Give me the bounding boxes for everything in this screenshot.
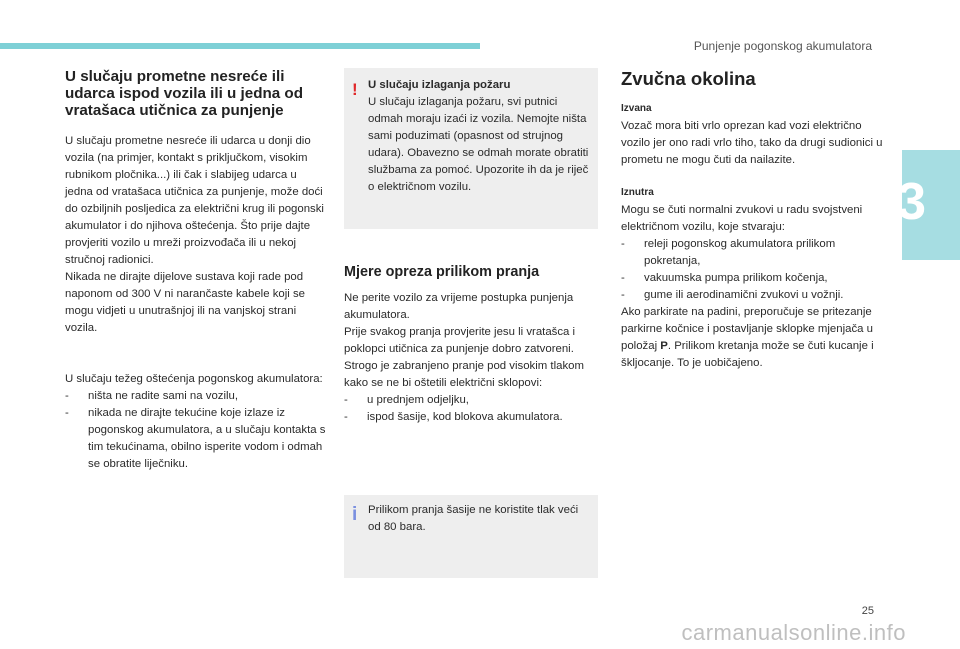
page-header-title: Punjenje pogonskog akumulatora: [693, 39, 872, 53]
gear-position-p: P: [660, 340, 668, 352]
damage-paragraph: U slučaju težeg oštećenja pogonskog akumulatora:: [65, 373, 323, 385]
accident-heading: U slučaju prometne nesreće ili udarca ispod vozila ili u jedna od vratašaca utičnica za punjenje: [65, 68, 303, 119]
washing-paragraph: Ne perite vozilo za vrijeme postupka punjenja akumulatora. Prije svakog pranja provjerite jesu li vratašca i poklopci utičnica za punjenje dobro zatvoreni. Strogo je zabranjeno pranje pod visokim tlakom kako se ne bi oštetili električni sklopovi:: [344, 292, 584, 389]
header-accent-bar: [0, 43, 480, 49]
warning-icon: !: [352, 80, 358, 99]
pressure-info-box: [344, 495, 598, 578]
list-item: - nikada ne dirajte tekućine koje izlaze iz pogonskog akumulatora, a u slučaju kontakta s tim tekućinama, obilno isperite vodom i odmah se obratite liječniku.: [65, 405, 327, 473]
parking-paragraph: [621, 304, 883, 372]
washing-list: [344, 392, 600, 426]
chapter-number: 3: [897, 173, 926, 231]
fire-warning-title: U slučaju izlaganja požaru: [368, 79, 511, 91]
list-item: - releji pogonskog akumulatora prilikom pokretanja,: [621, 236, 883, 270]
sound-heading: Zvučna okolina: [621, 68, 756, 89]
pressure-info-body: Prilikom pranja šasije ne koristite tlak veći od 80 bara.: [368, 504, 579, 533]
inside-subheading: Iznutra: [621, 187, 654, 198]
list-item: - gume ili aerodinamični zvukovi u vožnji.: [621, 287, 883, 304]
washing-heading: Mjere opreza prilikom pranja: [344, 264, 540, 280]
list-item: - ispod šasije, kod blokova akumulatora.: [344, 409, 600, 426]
sound-list: [621, 236, 883, 304]
parking-text-before: Ako parkirate na padini, preporučuje se pritezanje parkirne kočnice i postavljanje sklopke mjenjača u položaj: [621, 306, 873, 352]
middle-column: [344, 68, 600, 533]
right-column: [621, 68, 883, 372]
list-item: - ništa ne radite sami na vozilu,: [65, 388, 327, 405]
inside-paragraph: Mogu se čuti normalni zvukovi u radu svojstveni električnom vozilu, koje stvaraju:: [621, 204, 863, 233]
list-item: - vakuumska pumpa prilikom kočenja,: [621, 270, 883, 287]
accident-paragraph: U slučaju prometne nesreće ili udarca u donji dio vozila (na primjer, kontakt s priključkom, visokim rubnikom pločnika...) ili čak i slabijeg udarca u jedna od vratašaca utičnica za punjenje, može doći do ozbiljnih posljedica za električni krug ili pogonski akumulator i do njihova oštećenja. Što prije dajte provjeriti vozilo u mreži proizvođača ili u nekoj stručnoj radionici. Nikada ne dirajte dijelove sustava koji rade pod naponom od 300 V ni narančaste kabele koji se mogu vidjeti u unutrašnjoj ili na vanjskoj strani vozila.: [65, 135, 324, 334]
left-column: [65, 68, 327, 473]
list-item: - u prednjem odjeljku,: [344, 392, 600, 409]
damage-list: [65, 388, 327, 473]
outside-paragraph: Vozač mora biti vrlo oprezan kad vozi električno vozilo jer ono radi vrlo tiho, tako da drugi sudionici u prometu ne mogu čuti da nailazite.: [621, 120, 883, 166]
parking-text-after: . Prilikom kretanja može se čuti kucanje i škljocanje. To je uobičajeno.: [621, 340, 874, 369]
outside-subheading: Izvana: [621, 103, 652, 114]
fire-warning-box: [344, 68, 598, 229]
page-number: 25: [861, 605, 874, 617]
watermark: carmanualsonline.info: [681, 620, 906, 645]
fire-warning-body: U slučaju izlaganja požaru, svi putnici odmah moraju izaći iz vozila. Nemojte ništa sami poduzimati (opasnost od strujnog udara). Obavezno se odmah morate obratiti službama za pomoć. Upozorite ih da je riječ o električnom vozilu.: [368, 96, 589, 193]
info-icon: i: [352, 504, 358, 525]
